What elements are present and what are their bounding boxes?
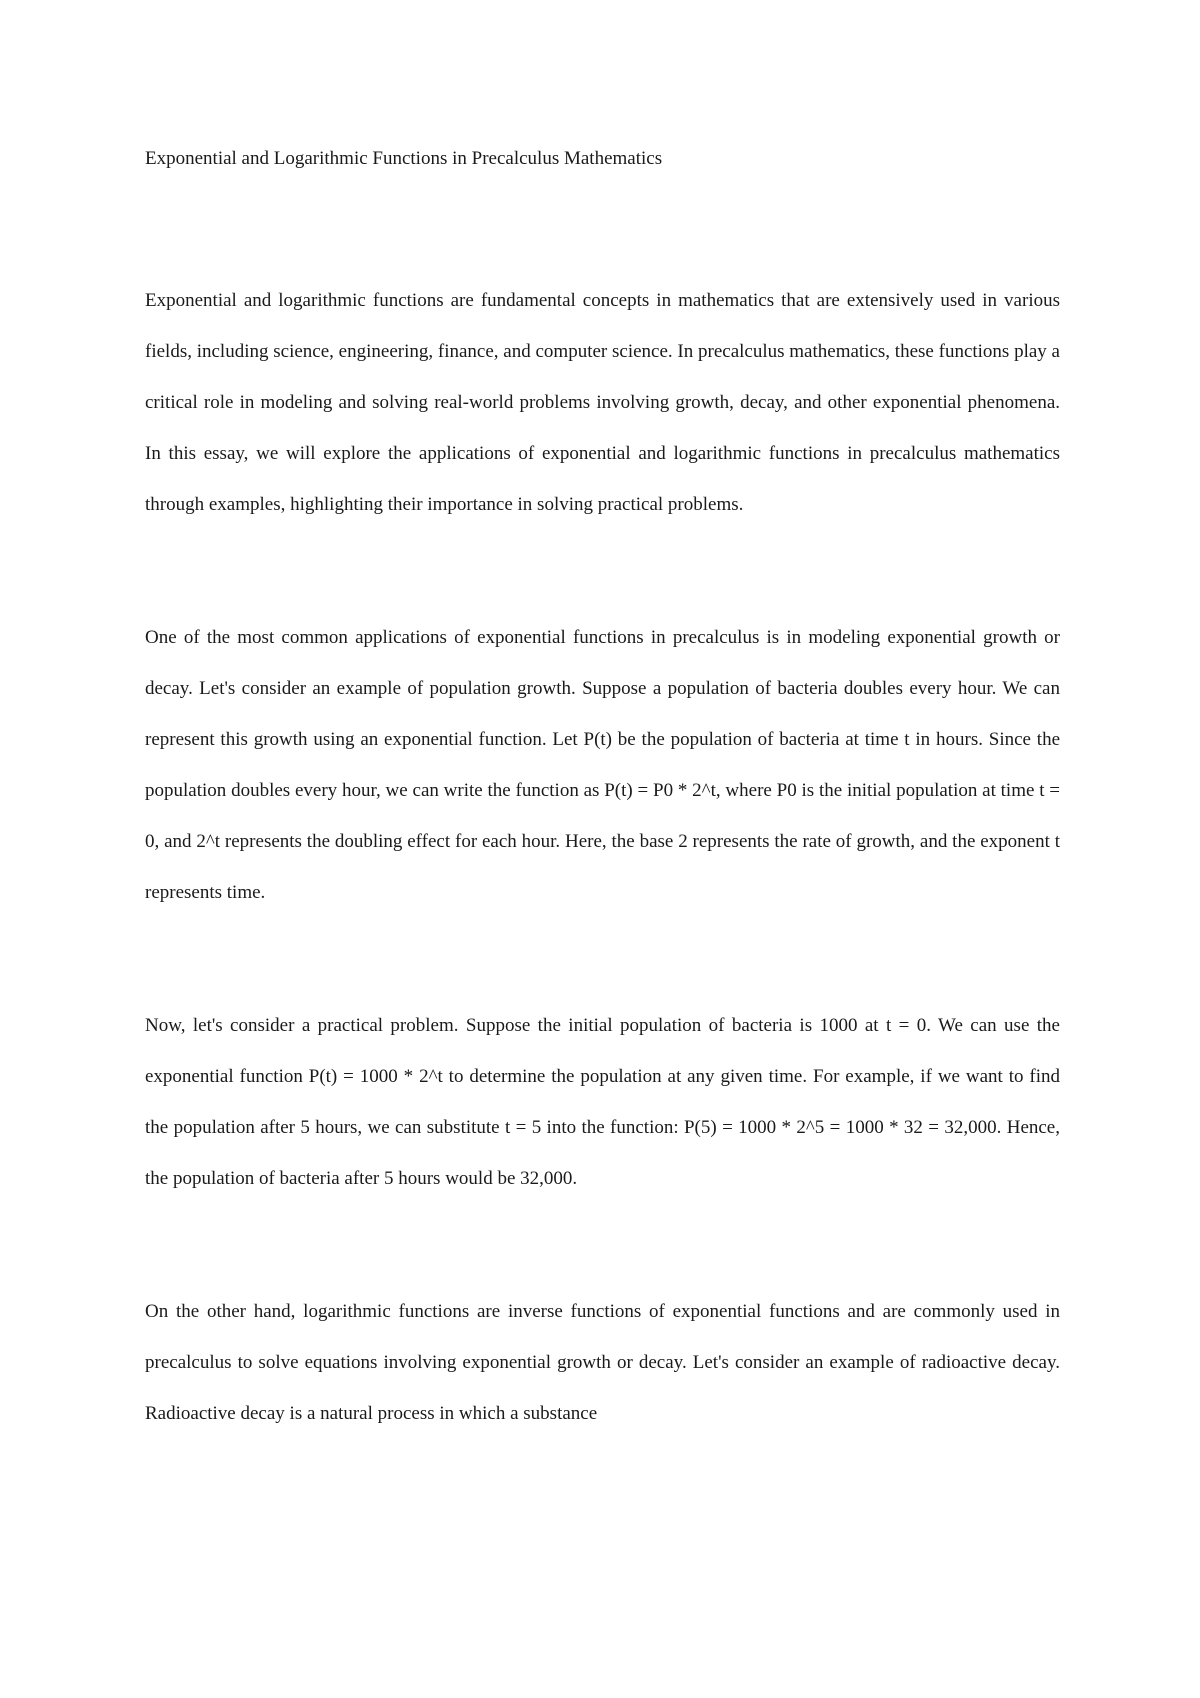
document-body [145, 144, 1060, 1439]
document-title: Exponential and Logarithmic Functions in Precalculus Mathematics [145, 148, 663, 169]
paragraph-practical-problem: Now, let's consider a practical problem. Suppose the initial population of bacteria is 1000 at t = 0. We can use the exponential function P(t) = 1000 * 2^t to determine the population at any given time. For example, if we want to find the population after 5 hours, we can substitute t = 5 into the function: P(5) = 1000 * 2^5 = 1000 * 32 = 32,000. Hence, the population of bacteria after 5 hours would be 32,000. [145, 1015, 1060, 1189]
paragraph-introduction: Exponential and logarithmic functions are fundamental concepts in mathematics that are extensively used in various fields, including science, engineering, finance, and computer science. In precalculus mathematics, these functions play a critical role in modeling and solving real-world problems involving growth, decay, and other exponential phenomena. In this essay, we will explore the applications of exponential and logarithmic functions in precalculus mathematics through examples, highlighting their importance in solving practical problems. [145, 290, 1060, 515]
paragraph-exponential-growth: One of the most common applications of exponential functions in precalculus is in modeling exponential growth or decay. Let's consider an example of population growth. Suppose a population of bacteria doubles every hour. We can represent this growth using an exponential function. Let P(t) be the population of bacteria at time t in hours. Since the population doubles every hour, we can write the function as P(t) = P0 * 2^t, where P0 is the initial population at time t = 0, and 2^t represents the doubling effect for each hour. Here, the base 2 represents the rate of growth, and the exponent t represents time. [145, 627, 1060, 903]
paragraph-logarithmic-functions: On the other hand, logarithmic functions are inverse functions of exponential functions and are commonly used in precalculus to solve equations involving exponential growth or decay. Let's consider an example of radioactive decay. Radioactive decay is a natural process in which a substance [145, 1301, 1060, 1424]
